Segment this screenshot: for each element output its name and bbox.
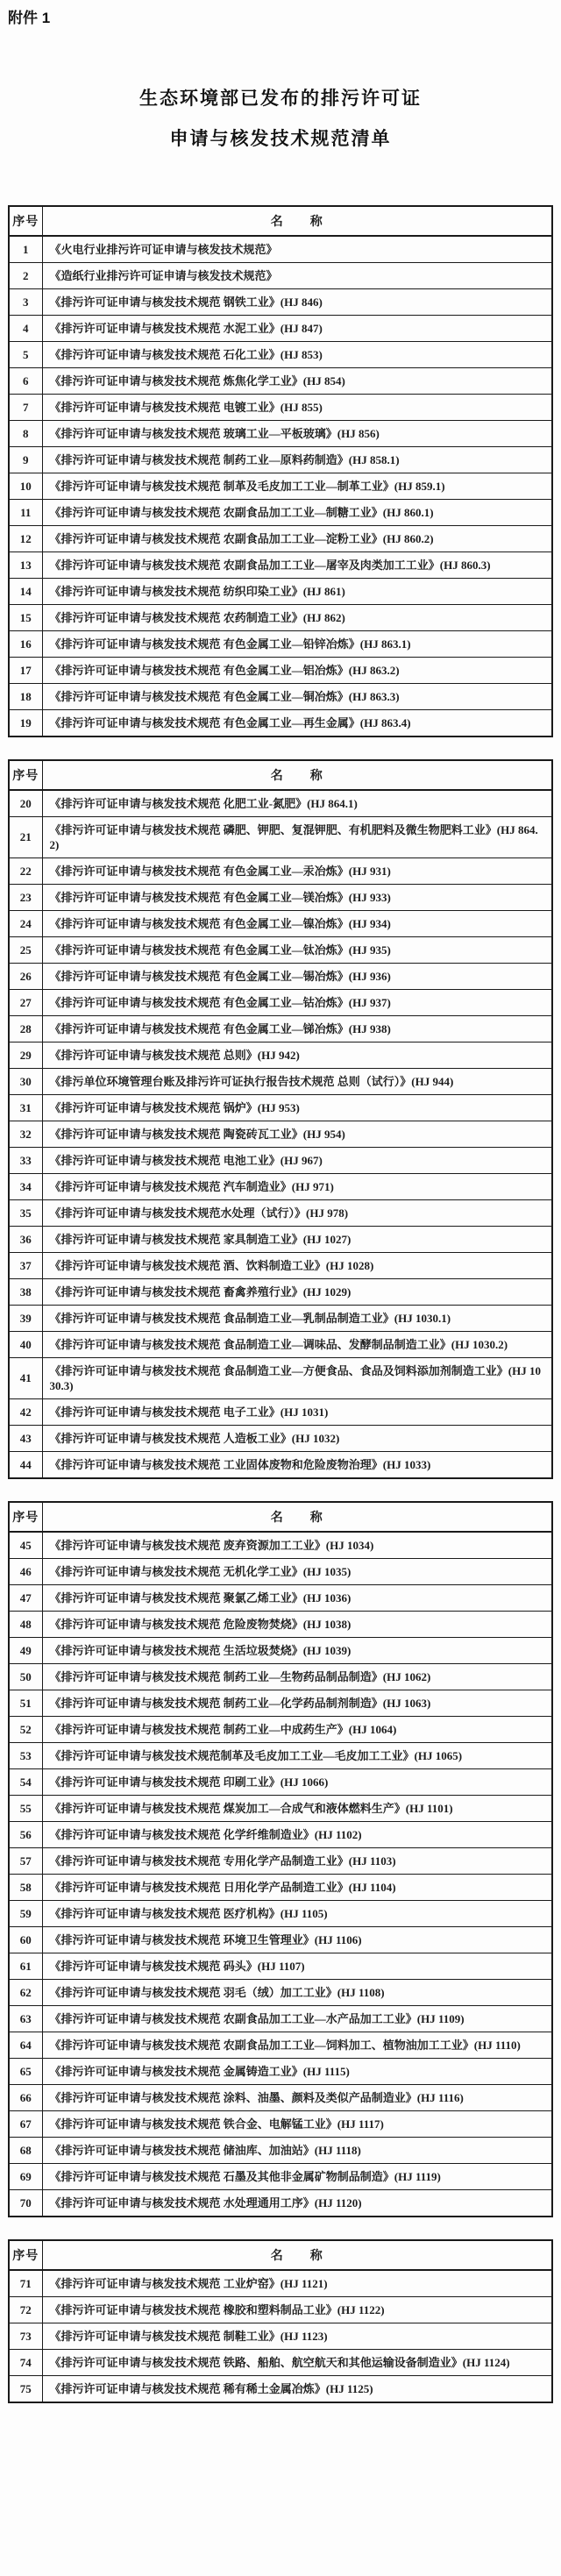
table-row [9,1042,552,1069]
row-name: 《排污许可证申请与核发技术规范 日用化学产品制造工业》(HJ 1104) [42,1875,552,1901]
row-number: 26 [9,964,42,990]
table-row [9,631,552,658]
table-body [9,236,552,737]
row-name: 《排污许可证申请与核发技术规范 炼焦化学工业》(HJ 854) [42,368,552,395]
table-row [9,1069,552,1095]
row-name: 《排污许可证申请与核发技术规范 家具制造工业》(HJ 1027) [42,1227,552,1253]
row-name: 《排污许可证申请与核发技术规范 制药工业—原料药制造》(HJ 858.1) [42,447,552,473]
row-number: 10 [9,473,42,500]
table-row [9,1822,552,1848]
row-number: 28 [9,1016,42,1042]
table-row [9,1559,552,1585]
row-number: 14 [9,579,42,605]
table-body [9,790,552,1478]
row-name: 《排污许可证申请与核发技术规范 有色金属工业—镍冶炼》(HJ 934) [42,911,552,937]
spec-table-section-4 [8,2239,553,2403]
table-row [9,1953,552,1980]
row-name: 《排污许可证申请与核发技术规范 磷肥、钾肥、复混钾肥、有机肥料及微生物肥料工业》(HJ 864.2) [42,817,552,858]
table-body [9,1532,552,2217]
row-name: 《排污许可证申请与核发技术规范 专用化学产品制造工业》(HJ 1103) [42,1848,552,1875]
row-number: 17 [9,658,42,684]
row-name: 《排污许可证申请与核发技术规范 制革及毛皮加工工业—制革工业》(HJ 859.1) [42,473,552,500]
row-number: 54 [9,1769,42,1796]
row-name: 《排污许可证申请与核发技术规范 有色金属工业—再生金属》(HJ 863.4) [42,710,552,737]
row-name: 《排污许可证申请与核发技术规范 化肥工业-氮肥》(HJ 864.1) [42,790,552,817]
row-name: 《排污许可证申请与核发技术规范 生活垃圾焚烧》(HJ 1039) [42,1638,552,1664]
row-number: 72 [9,2297,42,2323]
row-number: 64 [9,2032,42,2059]
table-row [9,473,552,500]
row-number: 45 [9,1532,42,1559]
table-row [9,1095,552,1121]
row-name: 《排污许可证申请与核发技术规范 人造板工业》(HJ 1032) [42,1426,552,1452]
row-name: 《排污许可证申请与核发技术规范 水泥工业》(HJ 847) [42,316,552,342]
table-row [9,500,552,526]
row-name: 《排污许可证申请与核发技术规范 医疗机构》(HJ 1105) [42,1901,552,1927]
row-number: 16 [9,631,42,658]
row-name: 《排污许可证申请与核发技术规范 有色金属工业—镁冶炼》(HJ 933) [42,885,552,911]
row-name: 《排污许可证申请与核发技术规范制革及毛皮加工工业—毛皮加工工业》(HJ 1065) [42,1743,552,1769]
row-number: 1 [9,236,42,263]
table-row [9,1664,552,1690]
table-row [9,1743,552,1769]
row-number: 23 [9,885,42,911]
table-row [9,1452,552,1479]
row-number: 58 [9,1875,42,1901]
table-row [9,1612,552,1638]
table-row [9,1200,552,1227]
row-name: 《排污许可证申请与核发技术规范 石化工业》(HJ 853) [42,342,552,368]
row-number: 19 [9,710,42,737]
row-number: 60 [9,1927,42,1953]
row-name: 《排污许可证申请与核发技术规范 码头》(HJ 1107) [42,1953,552,1980]
row-number: 44 [9,1452,42,1479]
row-number: 8 [9,421,42,447]
table-row [9,658,552,684]
table-header-row [9,2240,552,2270]
table-row [9,1585,552,1612]
table-row [9,1399,552,1426]
table-row [9,1306,552,1332]
table-row [9,2323,552,2350]
table-row [9,2350,552,2376]
table-header-row [9,760,552,790]
row-name: 《排污许可证申请与核发技术规范 铁合金、电解锰工业》(HJ 1117) [42,2111,552,2138]
row-number: 55 [9,1796,42,1822]
table-row [9,263,552,289]
row-name: 《排污许可证申请与核发技术规范 农药制造工业》(HJ 862) [42,605,552,631]
row-name: 《排污许可证申请与核发技术规范 羽毛（绒）加工工业》(HJ 1108) [42,1980,552,2006]
table-row [9,447,552,473]
row-name: 《排污许可证申请与核发技术规范 有色金属工业—铝冶炼》(HJ 863.2) [42,658,552,684]
row-number: 43 [9,1426,42,1452]
title-spacer [8,160,553,205]
row-name: 《排污许可证申请与核发技术规范 玻璃工业—平板玻璃》(HJ 856) [42,421,552,447]
row-name: 《排污许可证申请与核发技术规范 电子工业》(HJ 1031) [42,1399,552,1426]
spec-table-section-2 [8,759,553,1479]
row-number: 15 [9,605,42,631]
row-number: 6 [9,368,42,395]
table-row [9,911,552,937]
row-number: 32 [9,1121,42,1148]
row-number: 57 [9,1848,42,1875]
row-number: 37 [9,1253,42,1279]
spec-table-section-1 [8,205,553,737]
table-row [9,1279,552,1306]
table-row [9,236,552,263]
row-number: 39 [9,1306,42,1332]
row-number: 20 [9,790,42,817]
row-name: 《排污许可证申请与核发技术规范 工业炉窑》(HJ 1121) [42,2270,552,2297]
row-name: 《排污许可证申请与核发技术规范 水处理通用工序》(HJ 1120) [42,2190,552,2217]
row-number: 12 [9,526,42,552]
row-number: 21 [9,817,42,858]
row-name: 《排污许可证申请与核发技术规范 制药工业—生物药品制品制造》(HJ 1062) [42,1664,552,1690]
table-row [9,2085,552,2111]
row-name: 《排污许可证申请与核发技术规范 制鞋工业》(HJ 1123) [42,2323,552,2350]
spec-table-2 [8,759,553,1479]
row-name: 《排污许可证申请与核发技术规范 有色金属工业—铅锌冶炼》(HJ 863.1) [42,631,552,658]
header-cell-no: 序号 [9,206,42,236]
row-name: 《排污许可证申请与核发技术规范水处理（试行）》(HJ 978) [42,1200,552,1227]
row-name: 《排污许可证申请与核发技术规范 涂料、油墨、颜料及类似产品制造业》(HJ 1116) [42,2085,552,2111]
row-name: 《排污许可证申请与核发技术规范 有色金属工业—锑冶炼》(HJ 938) [42,1016,552,1042]
row-number: 66 [9,2085,42,2111]
table-row [9,2270,552,2297]
row-number: 4 [9,316,42,342]
table-row [9,1121,552,1148]
table-row [9,885,552,911]
attachment-label: 附件 1 [8,10,51,26]
row-name: 《排污许可证申请与核发技术规范 食品制造工业—方便食品、食品及饲料添加剂制造工业》(HJ 1030.3) [42,1358,552,1399]
row-name: 《排污许可证申请与核发技术规范 农副食品加工工业—屠宰及肉类加工工业》(HJ 860.3) [42,552,552,579]
row-name: 《火电行业排污许可证申请与核发技术规范》 [42,236,552,263]
row-name: 《排污许可证申请与核发技术规范 危险废物焚烧》(HJ 1038) [42,1612,552,1638]
table-row [9,1638,552,1664]
row-name: 《排污许可证申请与核发技术规范 食品制造工业—调味品、发酵制品制造工业》(HJ 1030.2) [42,1332,552,1358]
row-number: 3 [9,289,42,316]
table-row [9,1016,552,1042]
spec-table-4 [8,2239,553,2403]
row-name: 《排污许可证申请与核发技术规范 有色金属工业—锡冶炼》(HJ 936) [42,964,552,990]
table-row [9,1848,552,1875]
table-row [9,605,552,631]
row-number: 74 [9,2350,42,2376]
table-row [9,1332,552,1358]
row-number: 73 [9,2323,42,2350]
row-name: 《排污许可证申请与核发技术规范 工业固体废物和危险废物治理》(HJ 1033) [42,1452,552,1479]
table-row [9,1796,552,1822]
row-number: 61 [9,1953,42,1980]
row-number: 13 [9,552,42,579]
table-row [9,579,552,605]
table-row [9,1148,552,1174]
table-row [9,2376,552,2403]
row-name: 《排污许可证申请与核发技术规范 聚氯乙烯工业》(HJ 1036) [42,1585,552,1612]
table-header-row [9,1502,552,1532]
row-number: 24 [9,911,42,937]
row-number: 7 [9,395,42,421]
table-row [9,710,552,737]
row-number: 62 [9,1980,42,2006]
spec-table-3 [8,1501,553,2217]
table-row [9,858,552,885]
table-row [9,2032,552,2059]
table-body [9,2270,552,2402]
table-row [9,1717,552,1743]
header-cell-name: 名 称 [42,760,552,790]
table-row [9,316,552,342]
table-row [9,1174,552,1200]
table-row [9,684,552,710]
row-number: 36 [9,1227,42,1253]
header-cell-name: 名 称 [42,1502,552,1532]
table-row [9,1532,552,1559]
row-name: 《排污许可证申请与核发技术规范 电池工业》(HJ 967) [42,1148,552,1174]
row-number: 67 [9,2111,42,2138]
row-name: 《排污许可证申请与核发技术规范 纺织印染工业》(HJ 861) [42,579,552,605]
row-name: 《排污许可证申请与核发技术规范 制药工业—化学药品制剂制造》(HJ 1063) [42,1690,552,1717]
row-name: 《排污许可证申请与核发技术规范 储油库、加油站》(HJ 1118) [42,2138,552,2164]
table-row [9,1927,552,1953]
table-row [9,1253,552,1279]
row-name: 《排污许可证申请与核发技术规范 石墨及其他非金属矿物制品制造》(HJ 1119) [42,2164,552,2190]
table-row [9,552,552,579]
row-number: 53 [9,1743,42,1769]
table-row [9,1358,552,1399]
row-number: 46 [9,1559,42,1585]
header-cell-name: 名 称 [42,2240,552,2270]
table-row [9,526,552,552]
row-name: 《排污许可证申请与核发技术规范 稀有稀土金属冶炼》(HJ 1125) [42,2376,552,2403]
row-name: 《排污单位环境管理台账及排污许可证执行报告技术规范 总则（试行）》(HJ 944) [42,1069,552,1095]
row-number: 52 [9,1717,42,1743]
row-name: 《排污许可证申请与核发技术规范 金属铸造工业》(HJ 1115) [42,2059,552,2085]
row-name: 《排污许可证申请与核发技术规范 农副食品加工工业—水产品加工工业》(HJ 1109) [42,2006,552,2032]
table-row [9,2297,552,2323]
page-title [8,79,553,160]
row-name: 《排污许可证申请与核发技术规范 总则》(HJ 942) [42,1042,552,1069]
table-row [9,1227,552,1253]
row-number: 56 [9,1822,42,1848]
row-name: 《排污许可证申请与核发技术规范 电镀工业》(HJ 855) [42,395,552,421]
header-cell-no: 序号 [9,1502,42,1532]
table-row [9,2138,552,2164]
table-header-row [9,206,552,236]
spec-table-section-3 [8,1501,553,2217]
row-number: 40 [9,1332,42,1358]
row-name: 《排污许可证申请与核发技术规范 制药工业—中成药生产》(HJ 1064) [42,1717,552,1743]
table-row [9,1690,552,1717]
row-name: 《排污许可证申请与核发技术规范 钢铁工业》(HJ 846) [42,289,552,316]
row-name: 《排污许可证申请与核发技术规范 酒、饮料制造工业》(HJ 1028) [42,1253,552,1279]
table-row [9,1426,552,1452]
row-name: 《排污许可证申请与核发技术规范 有色金属工业—钛冶炼》(HJ 935) [42,937,552,964]
table-row [9,342,552,368]
row-name: 《排污许可证申请与核发技术规范 有色金属工业—铜冶炼》(HJ 863.3) [42,684,552,710]
table-row [9,395,552,421]
row-name: 《排污许可证申请与核发技术规范 农副食品加工工业—制糖工业》(HJ 860.1) [42,500,552,526]
row-name: 《排污许可证申请与核发技术规范 有色金属工业—汞冶炼》(HJ 931) [42,858,552,885]
row-number: 18 [9,684,42,710]
row-number: 2 [9,263,42,289]
table-row [9,1901,552,1927]
row-name: 《排污许可证申请与核发技术规范 农副食品加工工业—淀粉工业》(HJ 860.2) [42,526,552,552]
row-number: 68 [9,2138,42,2164]
table-row [9,368,552,395]
row-number: 33 [9,1148,42,1174]
row-name: 《排污许可证申请与核发技术规范 锅炉》(HJ 953) [42,1095,552,1121]
table-row [9,1980,552,2006]
table-row [9,289,552,316]
header-cell-no: 序号 [9,2240,42,2270]
row-number: 48 [9,1612,42,1638]
row-number: 42 [9,1399,42,1426]
row-number: 25 [9,937,42,964]
row-number: 5 [9,342,42,368]
row-name: 《排污许可证申请与核发技术规范 废弃资源加工工业》(HJ 1034) [42,1532,552,1559]
table-row [9,964,552,990]
row-name: 《排污许可证申请与核发技术规范 印刷工业》(HJ 1066) [42,1769,552,1796]
row-number: 30 [9,1069,42,1095]
row-name: 《排污许可证申请与核发技术规范 煤炭加工—合成气和液体燃料生产》(HJ 1101) [42,1796,552,1822]
row-number: 50 [9,1664,42,1690]
row-number: 70 [9,2190,42,2217]
row-number: 9 [9,447,42,473]
header-cell-no: 序号 [9,760,42,790]
page-title-line-1: 生态环境部已发布的排污许可证 [139,89,422,109]
table-row [9,2111,552,2138]
row-number: 49 [9,1638,42,1664]
row-number: 63 [9,2006,42,2032]
row-number: 27 [9,990,42,1016]
row-name: 《排污许可证申请与核发技术规范 食品制造工业—乳制品制造工业》(HJ 1030.1) [42,1306,552,1332]
row-number: 38 [9,1279,42,1306]
row-number: 65 [9,2059,42,2085]
spec-table-1 [8,205,553,737]
row-number: 35 [9,1200,42,1227]
row-name: 《排污许可证申请与核发技术规范 橡胶和塑料制品工业》(HJ 1122) [42,2297,552,2323]
table-row [9,421,552,447]
row-name: 《排污许可证申请与核发技术规范 无机化学工业》(HJ 1035) [42,1559,552,1585]
row-number: 41 [9,1358,42,1399]
table-row [9,817,552,858]
row-name: 《排污许可证申请与核发技术规范 铁路、船舶、航空航天和其他运输设备制造业》(HJ 1124) [42,2350,552,2376]
table-row [9,790,552,817]
row-name: 《排污许可证申请与核发技术规范 农副食品加工工业—饲料加工、植物油加工工业》(HJ 1110) [42,2032,552,2059]
row-number: 47 [9,1585,42,1612]
table-row [9,937,552,964]
row-name: 《排污许可证申请与核发技术规范 环境卫生管理业》(HJ 1106) [42,1927,552,1953]
row-number: 31 [9,1095,42,1121]
table-row [9,990,552,1016]
row-number: 59 [9,1901,42,1927]
table-row [9,1875,552,1901]
row-name: 《排污许可证申请与核发技术规范 陶瓷砖瓦工业》(HJ 954) [42,1121,552,1148]
row-name: 《排污许可证申请与核发技术规范 畜禽养殖行业》(HJ 1029) [42,1279,552,1306]
row-name: 《造纸行业排污许可证申请与核发技术规范》 [42,263,552,289]
table-row [9,2059,552,2085]
row-name: 《排污许可证申请与核发技术规范 有色金属工业—钴冶炼》(HJ 937) [42,990,552,1016]
row-name: 《排污许可证申请与核发技术规范 汽车制造业》(HJ 971) [42,1174,552,1200]
header-cell-name: 名 称 [42,206,552,236]
page-title-line-2: 申请与核发技术规范清单 [169,129,392,149]
row-number: 29 [9,1042,42,1069]
row-number: 22 [9,858,42,885]
row-number: 51 [9,1690,42,1717]
row-name: 《排污许可证申请与核发技术规范 化学纤维制造业》(HJ 1102) [42,1822,552,1848]
row-number: 34 [9,1174,42,1200]
row-number: 69 [9,2164,42,2190]
table-row [9,1769,552,1796]
row-number: 75 [9,2376,42,2403]
table-row [9,2006,552,2032]
table-row [9,2190,552,2217]
row-number: 71 [9,2270,42,2297]
table-row [9,2164,552,2190]
row-number: 11 [9,500,42,526]
